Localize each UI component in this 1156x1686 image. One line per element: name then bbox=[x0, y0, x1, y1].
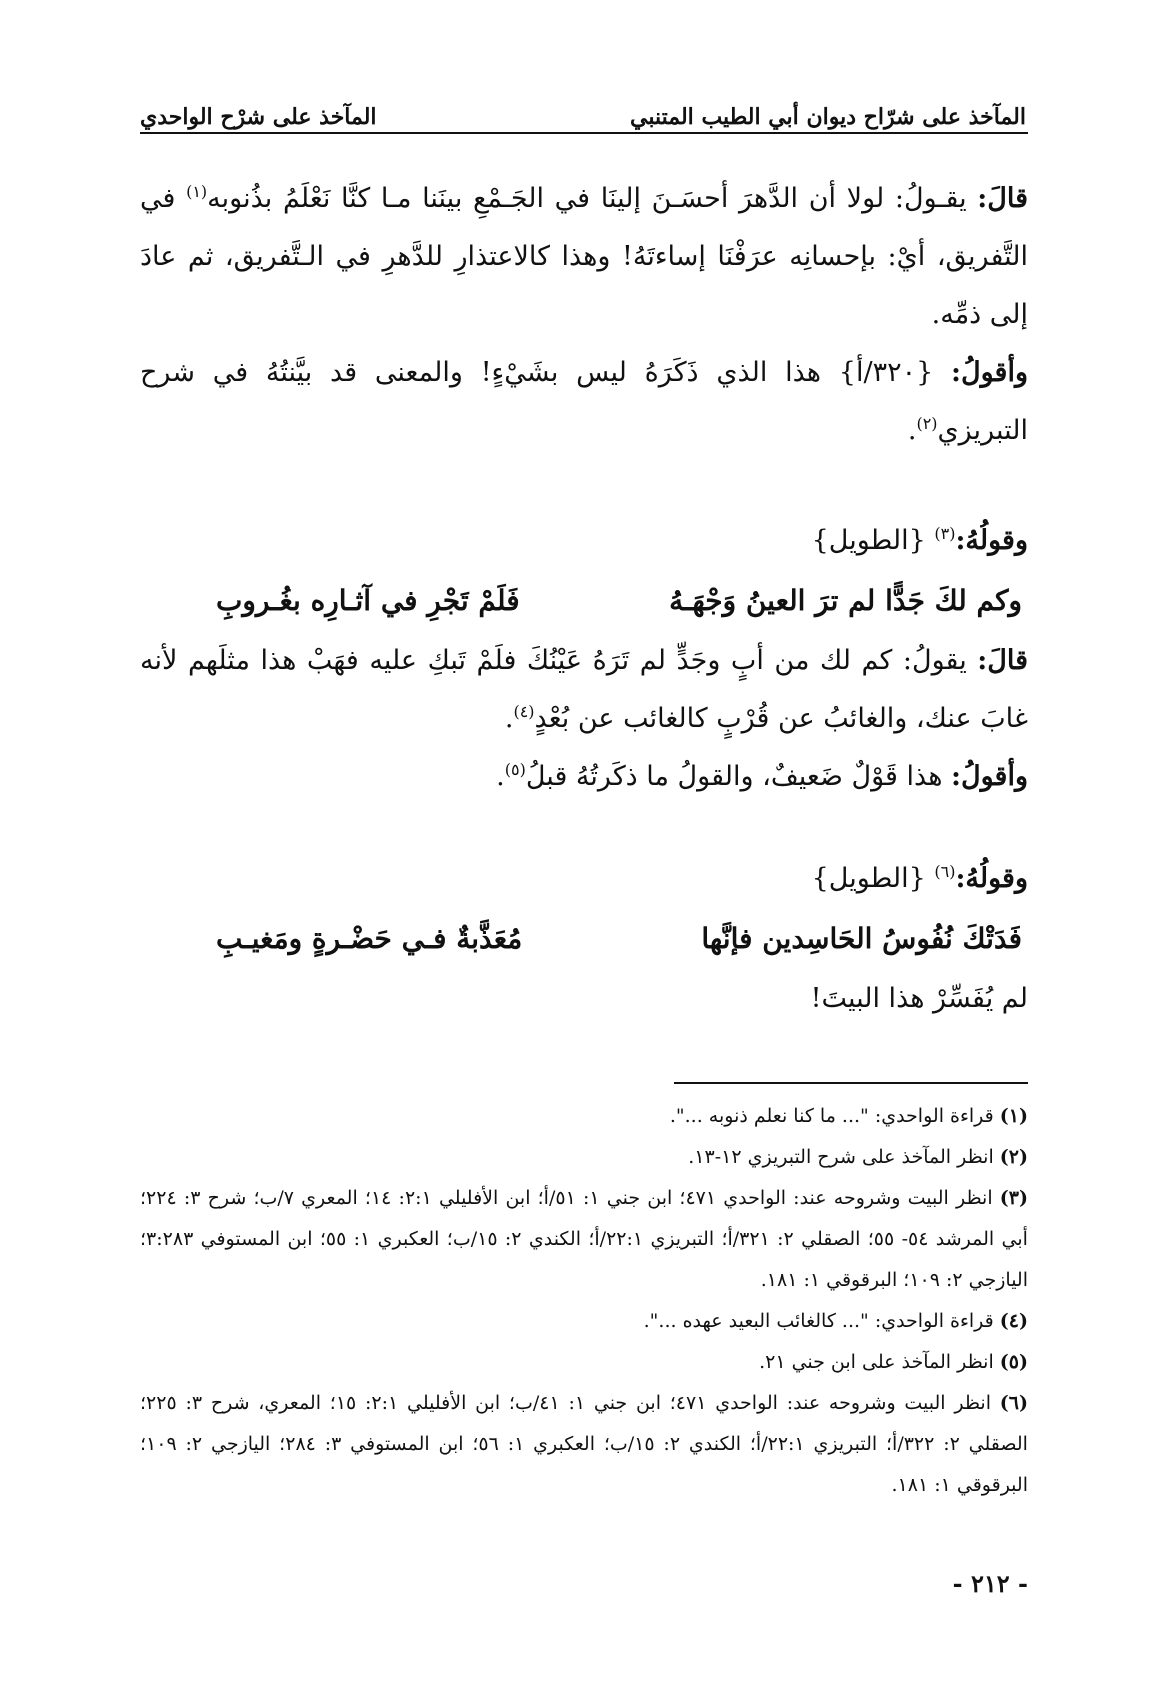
footnotes bbox=[140, 1096, 1028, 1506]
footnote-number: (٥) bbox=[999, 1351, 1028, 1373]
footnote-1 bbox=[140, 1096, 1028, 1137]
section-gap bbox=[140, 460, 1028, 512]
paragraph-1-text-a: يقـولُ: لولا أن الدَّهرَ أحسَـنَ إلينَا في الجَـمْعِ بينَنا مـا كنَّا نَعْلَمُ بذُنوبه bbox=[207, 183, 978, 214]
paragraph-4 bbox=[140, 748, 1028, 806]
section-gap bbox=[140, 806, 1028, 850]
footnote-ref-4[interactable]: (٤) bbox=[513, 702, 535, 721]
footnote-text: قراءة الواحدي: "... كالغائب البعيد عهده ...". bbox=[643, 1310, 1000, 1332]
footnote-ref-6[interactable]: (٦) bbox=[934, 862, 956, 881]
verse-1 bbox=[216, 570, 1022, 632]
footnote-ref-2[interactable]: (٢) bbox=[916, 414, 938, 433]
verse-1-intro-lead: وقولُهُ: bbox=[955, 525, 1028, 556]
footnote-text: قراءة الواحدي: "... ما كنا نعلم ذنوبه ...". bbox=[669, 1105, 1000, 1127]
paragraph-4-text-a: هذا قَوْلٌ ضَعيفٌ، والقولُ ما ذكَرتُهُ قبلُ bbox=[525, 761, 952, 792]
paragraph-3-text-a: يقولُ: كم لك من أبٍ وجَدٍّ لم تَرَهُ عَيْنُكَ فلَمْ تَبكِ عليه فهَبْ هذا مثلَهم لأنه غابَ عنك، والغائبُ عن قُرْبٍ كالغائب عن بُعْدٍ bbox=[140, 645, 1028, 734]
paragraph-2 bbox=[140, 344, 1028, 460]
verse-2 bbox=[216, 908, 1022, 970]
footnote-number: (٣) bbox=[999, 1187, 1028, 1209]
footnote-4 bbox=[140, 1301, 1028, 1342]
verse-2-first-hemistich: فَدَتْكَ نُفُوسُ الحَاسِدين فإنَّها bbox=[701, 922, 1022, 955]
footnote-ref-5[interactable]: (٥) bbox=[504, 760, 526, 779]
main-text bbox=[140, 170, 1028, 1028]
footnote-6 bbox=[140, 1383, 1028, 1506]
footnote-number: (٤) bbox=[999, 1310, 1028, 1332]
footnote-text: انظر المآخذ على ابن جني ٢١. bbox=[759, 1351, 1000, 1373]
footnote-number: (٢) bbox=[999, 1146, 1028, 1168]
paragraph-5: لم يُفَسِّرْ هذا البيتَ! bbox=[810, 983, 1028, 1014]
header-rule bbox=[140, 132, 1028, 134]
footnote-number: (٦) bbox=[999, 1392, 1028, 1414]
paragraph-3 bbox=[140, 632, 1028, 748]
footnote-3 bbox=[140, 1178, 1028, 1301]
verse-2-intro-lead: وقولُهُ: bbox=[955, 863, 1028, 894]
header-book-title: المآخذ على شرّاح ديوان أبي الطيب المتنبي bbox=[630, 104, 1026, 130]
header-section-title: المآخذ على شرْح الواحدي bbox=[140, 104, 377, 130]
footnote-5 bbox=[140, 1342, 1028, 1383]
footnote-2 bbox=[140, 1137, 1028, 1178]
paragraph-1-text-b: في التَّفريق، أيْ: بإحسانِه عرَفْنَا إساءتَهُ! وهذا كالاعتذارِ للدَّهرِ في الـتَّفريق، ثم عادَ إلى ذمِّه. bbox=[140, 183, 1028, 330]
paragraph-2-text-b: . bbox=[907, 415, 917, 446]
paragraph-1 bbox=[140, 170, 1028, 344]
verse-1-second-hemistich: فَلَمْ تَجْرِ في آثـارِه بغُـروبِ bbox=[216, 584, 520, 617]
paragraph-2-text-a: {٣٢٠/أ} هذا الذي ذَكَرَهُ ليس بشَيْءٍ! والمعنى قد بيَّنتُهُ في شرح التبريزي bbox=[140, 357, 1028, 446]
paragraph-4-text-b: . bbox=[496, 761, 505, 792]
footnote-ref-3[interactable]: (٣) bbox=[934, 524, 956, 543]
verse-2-intro bbox=[140, 850, 1028, 908]
page-number: - ٢١٢ - bbox=[952, 1569, 1028, 1598]
verse-2-second-hemistich: مُعَذَّبةٌ فـي حَضْـرةٍ ومَغيـبِ bbox=[216, 922, 523, 955]
paragraph-3-lead: قالَ: bbox=[977, 645, 1028, 676]
running-header bbox=[140, 86, 1026, 130]
footnote-ref-1[interactable]: (١) bbox=[186, 182, 208, 201]
paragraph-4-lead: وأقولُ: bbox=[951, 761, 1028, 792]
footnote-text: انظر المآخذ على شرح التبريزي ١٢-١٣. bbox=[688, 1146, 1000, 1168]
paragraph-1-lead: قالَ: bbox=[977, 183, 1028, 214]
verse-2-meter: {الطويل} bbox=[811, 863, 935, 894]
footnote-rule bbox=[674, 1082, 1028, 1084]
verse-1-meter: {الطويل} bbox=[811, 525, 935, 556]
verse-1-first-hemistich: وكم لكَ جَدًّا لم ترَ العينُ وَجْهَـهُ bbox=[669, 584, 1022, 617]
paragraph-3-text-b: . bbox=[504, 703, 514, 734]
footnote-number: (١) bbox=[999, 1105, 1028, 1127]
verse-1-intro bbox=[140, 512, 1028, 570]
footnote-text: انظر البيت وشروحه عند: الواحدي ٤٧١؛ ابن جني ١: ٥١/أ؛ ابن الأفليلي ٢:١: ١٤؛ المعري ٧/ب؛ شرح ٣: ٢٢٤؛ أبي المرشد ٥٤- ٥٥؛ الصقلي ٢: ٣٢١/أ؛ التبريزي ٢٢:١/أ؛ الكندي ٢: ١٥/ب؛ العكبري ١: ٥٥؛ ابن المستوفي ٣:٢٨٣؛ اليازجي ٢: ١٠٩؛ البرقوقي ١: ١٨١. bbox=[140, 1187, 1028, 1291]
footnote-text: انظر البيت وشروحه عند: الواحدي ٤٧١؛ ابن جني ١: ٤١/ب؛ ابن الأفليلي ٢:١: ١٥؛ المعري، شرح ٣: ٢٢٥؛ الصقلي ٢: ٣٢٢/أ؛ التبريزي ٢٢:١/أ؛ الكندي ٢: ١٥/ب؛ العكبري ١: ٥٦؛ ابن المستوفي ٣: ٢٨٤؛ اليازجي ٢: ١٠٩؛ البرقوقي ١: ١٨١. bbox=[140, 1392, 1028, 1496]
paragraph-2-lead: وأقولُ: bbox=[951, 357, 1028, 388]
